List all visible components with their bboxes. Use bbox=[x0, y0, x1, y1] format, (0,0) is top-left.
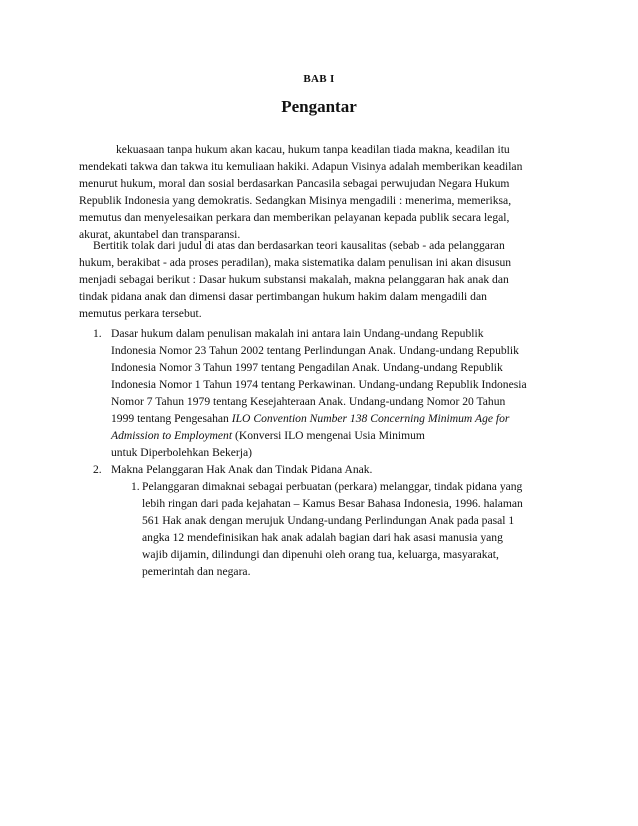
list-line: Indonesia Nomor 23 Tahun 2002 tentang Perlindungan Anak. Undang-undang Republik bbox=[111, 344, 519, 357]
list-number: 1. bbox=[93, 327, 102, 340]
numbered-list bbox=[93, 325, 563, 580]
paragraph-line: menurut hukum, moral dan sosial berdasarkan Pancasila sebagai perwujudan Negara Hukum bbox=[79, 177, 510, 190]
list-line: Nomor 7 Tahun 1979 tentang Kesejahteraan Anak. Undang-undang Nomor 20 Tahun bbox=[111, 395, 506, 408]
list-line: wajib dijamin, dilindungi dan dipenuhi oleh orang tua, keluarga, masyarakat, bbox=[142, 548, 499, 561]
list-item bbox=[93, 461, 563, 580]
list-line: lebih ringan dari pada kejahatan – Kamus Besar Bahasa Indonesia, 1996. halaman bbox=[142, 497, 523, 510]
list-line bbox=[111, 410, 563, 427]
paragraph-line: Bertitik tolak dari judul di atas dan berdasarkan teori kausalitas (sebab - ada pelanggaran bbox=[93, 239, 505, 252]
list-line: Pelanggaran dimaknai sebagai perbuatan (perkara) melanggar, tindak pidana yang bbox=[142, 480, 523, 493]
paragraph-line: menjadi sebagai berikut : Dasar hukum substansi makalah, makna pelanggaran hak anak dan bbox=[79, 273, 509, 286]
chapter-heading: BAB I bbox=[303, 73, 335, 85]
paragraph-line: Republik Indonesia yang demokratis. Sedangkan Misinya mengadili : menerima, memeriksa, bbox=[79, 194, 512, 207]
text-run: (Konversi ILO mengenai Usia Minimum bbox=[232, 429, 425, 442]
list-line bbox=[111, 427, 563, 444]
paragraph-line: akurat, akuntabel dan transparansi. bbox=[79, 228, 241, 241]
paragraph-line: kekuasaan tanpa hukum akan kacau, hukum tanpa keadilan tiada makna, keadilan itu bbox=[116, 143, 510, 156]
intro-paragraph bbox=[79, 141, 549, 243]
list-item-body bbox=[111, 461, 563, 478]
list-line: Indonesia Nomor 3 Tahun 1997 tentang Pengadilan Anak. Undang-undang Republik bbox=[111, 361, 503, 374]
paragraph-line: memutus perkara tersebut. bbox=[79, 307, 202, 320]
paragraph-line: tindak pidana anak dan dimensi dasar pertimbangan hukum hakim dalam mengadili dan bbox=[79, 290, 487, 303]
list-line: pemerintah dan negara. bbox=[142, 565, 251, 578]
sub-list-item bbox=[131, 478, 563, 580]
paragraph-line: hukum, berakibat - ada proses peradilan), maka sistematika dalam penulisan ini akan disusun bbox=[79, 256, 512, 269]
list-line: Makna Pelanggaran Hak Anak dan Tindak Pidana Anak. bbox=[111, 463, 373, 476]
list-line: 561 Hak anak dengan merujuk Undang-undang Perlindungan Anak pada pasal 1 bbox=[142, 514, 515, 527]
list-item bbox=[93, 325, 563, 461]
sub-list-item-body bbox=[142, 478, 563, 580]
systematics-paragraph bbox=[79, 237, 549, 322]
list-line: Indonesia Nomor 1 Tahun 1974 tentang Perkawinan. Undang-undang Republik Indonesia bbox=[111, 378, 527, 391]
sub-list-number: 1. bbox=[131, 480, 140, 493]
list-line: Dasar hukum dalam penulisan makalah ini antara lain Undang-undang Republik bbox=[111, 327, 484, 340]
paragraph-line: memutus dan menyelesaikan perkara dan memberikan pelayanan kepada publik secara legal, bbox=[79, 211, 510, 224]
list-line: angka 12 mendefinisikan hak anak adalah bagian dari hak asasi manusia yang bbox=[142, 531, 503, 544]
list-line: untuk Diperbolehkan Bekerja) bbox=[111, 446, 253, 459]
paragraph-line: mendekati takwa dan takwa itu kemuliaan hakiki. Adapun Visinya adalah memberikan keadilan bbox=[79, 160, 523, 173]
list-item-body bbox=[111, 325, 563, 461]
text-run: 1999 tentang Pengesahan bbox=[111, 412, 232, 425]
convention-title: Admission to Employment bbox=[111, 429, 233, 442]
list-number: 2. bbox=[93, 463, 102, 476]
convention-title: ILO Convention Number 138 Concerning Minimum Age for bbox=[231, 412, 510, 425]
page-title: Pengantar bbox=[281, 97, 357, 116]
